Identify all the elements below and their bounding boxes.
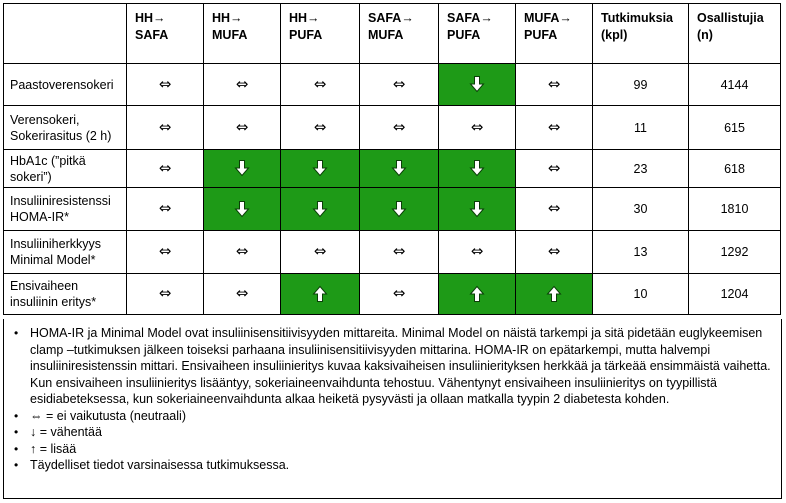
- neutral-arrow-icon: ⇔: [547, 74, 561, 93]
- table-row: [4, 106, 781, 150]
- effect-cell-neutral: [127, 64, 204, 106]
- neutral-arrow-icon: ⇔: [470, 117, 484, 136]
- table-row: [4, 64, 781, 106]
- note-item: • ↓ = vähentää: [30, 424, 771, 441]
- studies-count: 11: [593, 106, 689, 150]
- neutral-arrow-icon: ⇔: [547, 158, 561, 177]
- effect-cell-neutral: [439, 106, 516, 150]
- table-row: [4, 188, 781, 231]
- neutral-arrow-icon: ⇔: [158, 284, 172, 302]
- neutral-arrow-icon: ⇔: [235, 74, 249, 93]
- neutral-arrow-icon: ⇔: [547, 242, 561, 260]
- neutral-arrow-icon: ⇔: [158, 199, 172, 217]
- effect-cell-down: [360, 188, 439, 231]
- effect-cell-neutral: [439, 231, 516, 274]
- effect-cell-neutral: [127, 106, 204, 150]
- effect-cell-neutral: [360, 231, 439, 274]
- effect-cell-neutral: [516, 106, 593, 150]
- table-row: [4, 274, 781, 315]
- neutral-arrow-icon: ⇔: [470, 242, 484, 260]
- neutral-arrow-icon: ⇔: [313, 74, 327, 93]
- participants-count: 1204: [689, 274, 781, 315]
- studies-count: 30: [593, 188, 689, 231]
- effect-cell-down: [204, 188, 281, 231]
- effect-cell-neutral: [127, 231, 204, 274]
- effect-cell-neutral: [360, 64, 439, 106]
- effect-cell-up: [516, 274, 593, 315]
- header-empty: [4, 4, 127, 64]
- effect-cell-neutral: [281, 64, 360, 106]
- effects-table: [3, 3, 781, 315]
- effect-cell-up: [439, 274, 516, 315]
- document-sheet: [3, 3, 782, 500]
- down-arrow-icon: [234, 159, 250, 177]
- header-studies: Tutkimuksia (kpl): [593, 4, 689, 64]
- row-label: HbA1c (”pitkä sokeri”): [4, 150, 127, 188]
- table-row: [4, 150, 781, 188]
- row-label: Insuliiniherkkyys Minimal Model*: [4, 231, 127, 274]
- studies-count: 99: [593, 64, 689, 106]
- effect-cell-down: [360, 150, 439, 188]
- studies-count: 10: [593, 274, 689, 315]
- effect-cell-down: [439, 188, 516, 231]
- studies-count: 23: [593, 150, 689, 188]
- effect-cell-neutral: [204, 64, 281, 106]
- neutral-arrow-icon: ⇔: [392, 242, 406, 260]
- effect-cell-down: [281, 188, 360, 231]
- effect-cell-down: [439, 150, 516, 188]
- down-arrow-icon: [469, 159, 485, 177]
- effect-cell-neutral: [204, 106, 281, 150]
- effect-cell-down: [439, 64, 516, 106]
- participants-count: 615: [689, 106, 781, 150]
- effect-cell-neutral: [281, 231, 360, 274]
- neutral-arrow-icon: ⇔: [313, 117, 327, 136]
- neutral-arrow-icon: ⇔: [158, 158, 172, 177]
- participants-count: 1292: [689, 231, 781, 274]
- note-item: • ↑ = lisää: [30, 441, 771, 458]
- neutral-arrow-icon: ⇔: [392, 284, 406, 302]
- effect-cell-neutral: [516, 64, 593, 106]
- row-label: Insuliiniresistenssi HOMA-IR*: [4, 188, 127, 231]
- neutral-arrow-icon: ⇔: [158, 117, 172, 136]
- effect-cell-up: [281, 274, 360, 315]
- header-safa-pufa: SAFA→ PUFA: [439, 4, 516, 64]
- down-arrow-icon: [391, 200, 407, 218]
- up-arrow-icon: [546, 285, 562, 303]
- down-arrow-icon: [312, 200, 328, 218]
- effect-cell-neutral: [516, 231, 593, 274]
- effect-cell-neutral: [127, 274, 204, 315]
- down-arrow-icon: [234, 200, 250, 218]
- effect-cell-neutral: [127, 150, 204, 188]
- row-label: Verensokeri, Sokerirasitus (2 h): [4, 106, 127, 150]
- neutral-arrow-icon: ⇔: [547, 117, 561, 136]
- header-safa-mufa: SAFA→ MUFA: [360, 4, 439, 64]
- notes-list: [4, 319, 781, 474]
- note-item: • ⇔ = ei vaikutusta (neutraali): [30, 408, 771, 425]
- neutral-arrow-icon: ⇔: [158, 242, 172, 260]
- neutral-arrow-icon: ⇔: [235, 242, 249, 260]
- note-item: • HOMA-IR ja Minimal Model ovat insuliinisensitiivisyyden mittareita. Minimal Model on näistä tarkempi ja sitä pidetään euglykeemisen clamp –tutkimuksen jälkeen toiseksi parhaana insuliinisensitiivisyyden mittarina. HOMA-IR on epätarkempi, mutta halvempi insuliiniresistenssin mittari. Ensivaiheen insuliinieritys kuvaa kaksivaiheisen insuliinierityksen herkkää ja tärkeää ensimmäistä vaihetta. Kun ensivaiheen insuliinieritys lisääntyy, sokeriaineenvaihdunta tehostuu. Vähentynyt ensivaiheen insuliinieritys on tyypillistä esidiabeteksessa, kun sokeriaineenvaihdunta alkaa heiketä pysyvästi ja ollaan matkalla tyypin 2 diabetesta kohden.: [30, 325, 771, 408]
- header-row: [4, 4, 781, 64]
- effect-cell-neutral: [516, 150, 593, 188]
- down-arrow-icon: [391, 159, 407, 177]
- effect-cell-neutral: [516, 188, 593, 231]
- down-arrow-icon: [469, 75, 485, 93]
- effect-cell-neutral: [360, 106, 439, 150]
- neutral-arrow-icon: ⇔: [313, 242, 327, 260]
- effect-cell-neutral: [204, 274, 281, 315]
- studies-count: 13: [593, 231, 689, 274]
- down-arrow-icon: [312, 159, 328, 177]
- header-mufa-pufa: MUFA→ PUFA: [516, 4, 593, 64]
- neutral-arrow-icon: ⇔: [235, 117, 249, 136]
- neutral-arrow-icon: ⇔: [547, 199, 561, 217]
- participants-count: 4144: [689, 64, 781, 106]
- header-participants: Osallistujia (n): [689, 4, 781, 64]
- neutral-arrow-icon: ⇔: [158, 74, 172, 93]
- up-arrow-icon: [469, 285, 485, 303]
- effect-cell-down: [204, 150, 281, 188]
- up-arrow-icon: [312, 285, 328, 303]
- neutral-arrow-icon: ⇔: [235, 284, 249, 302]
- effect-cell-neutral: [360, 274, 439, 315]
- notes-box: [3, 319, 782, 499]
- effect-cell-neutral: [281, 106, 360, 150]
- down-arrow-icon: [469, 200, 485, 218]
- participants-count: 1810: [689, 188, 781, 231]
- effect-cell-neutral: [127, 188, 204, 231]
- row-label: Paastoverensokeri: [4, 64, 127, 106]
- effect-cell-down: [281, 150, 360, 188]
- header-hh-pufa: HH→ PUFA: [281, 4, 360, 64]
- neutral-arrow-icon: ⇔: [392, 117, 406, 136]
- note-item: • Täydelliset tiedot varsinaisessa tutkimuksessa.: [30, 457, 771, 474]
- table-row: [4, 231, 781, 274]
- effect-cell-neutral: [204, 231, 281, 274]
- header-hh-mufa: HH→ MUFA: [204, 4, 281, 64]
- header-hh-safa: HH→ SAFA: [127, 4, 204, 64]
- participants-count: 618: [689, 150, 781, 188]
- neutral-arrow-icon: ⇔: [392, 74, 406, 93]
- row-label: Ensivaiheen insuliinin eritys*: [4, 274, 127, 315]
